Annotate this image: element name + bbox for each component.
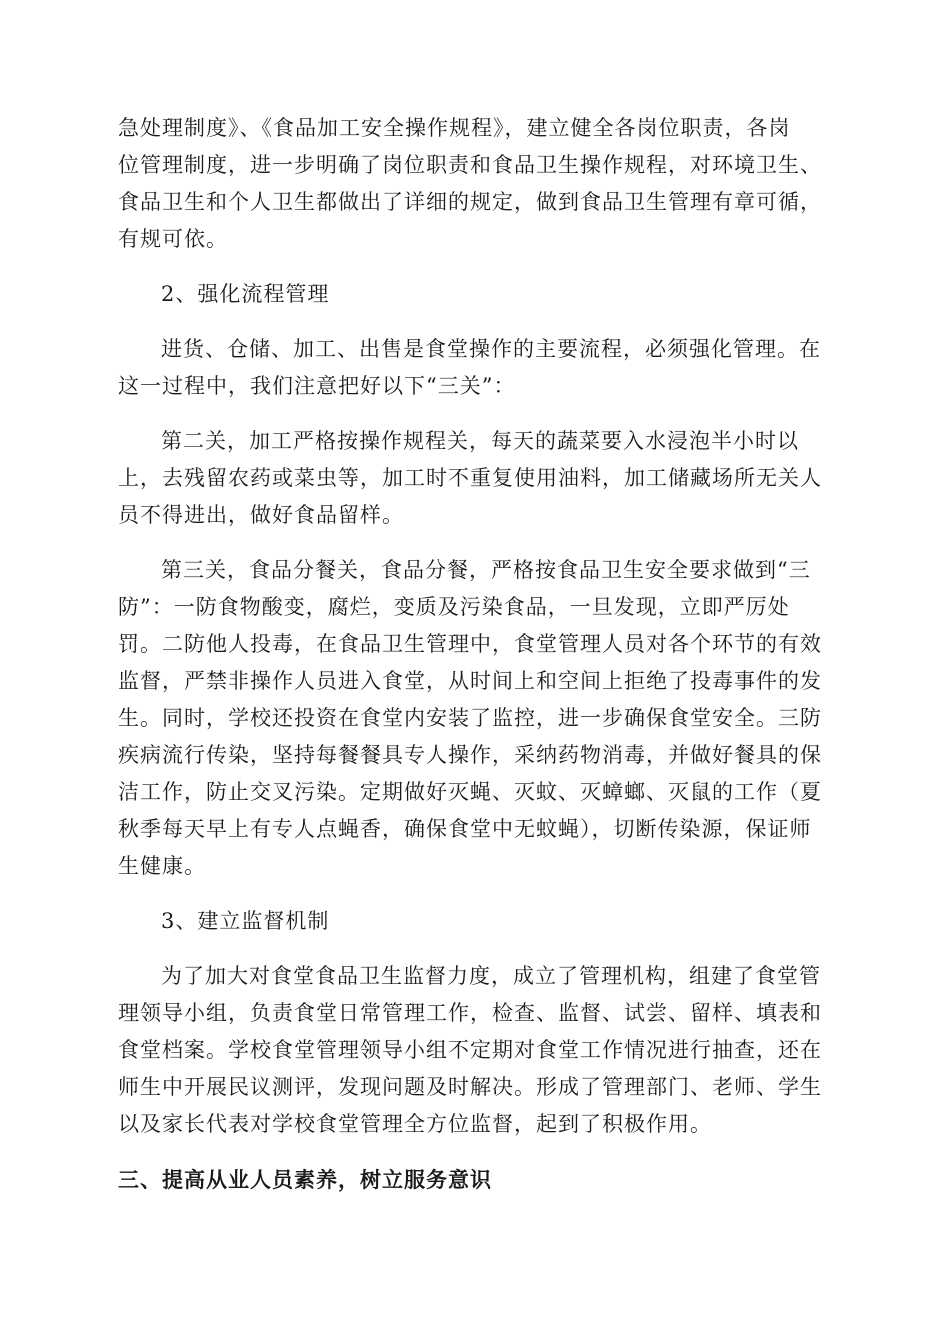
text-line: 这一过程中，我们注意把好以下“三关”： [118,374,516,398]
text-line: 罚。二防他人投毒，在食品卫生管理中，食堂管理人员对各个环节的有效 [118,632,822,656]
text-line: 疾病流行传染，坚持每餐餐具专人操作，采纳药物消毒，并做好餐具的保 [118,743,822,767]
text-line: 防”：一防食物酸变，腐烂，变质及污染食品，一旦发现，立即严厉处 [118,595,790,619]
text-line: 有规可依。 [118,227,228,251]
paragraph-third-checkpoint [118,552,832,885]
paragraph-rules-continuation [118,110,832,258]
text-line: 员不得进出，做好食品留样。 [118,503,404,527]
document-page [118,110,832,1198]
text-line: 急处理制度》、《食品加工安全操作规程》，建立健全各岗位职责，各岗 [118,116,791,140]
section-heading-staff-quality: 三、提高从业人员素养，树立服务意识 [118,1167,492,1192]
paragraph-supervision [118,958,832,1143]
text-line: 洁工作，防止交叉污染。定期做好灭蝇、灭蚊、灭蟑螂、灭鼠的工作（夏 [118,780,822,804]
text-line: 为了加大对食堂食品卫生监督力度，成立了管理机构，组建了食堂管 [161,964,821,988]
text-line: 生。同时，学校还投资在食堂内安装了监控，进一步确保食堂安全。三防 [118,706,822,730]
text-line: 第三关，食品分餐关，食品分餐，严格按食品卫生安全要求做到“三 [161,558,811,582]
text-line: 第二关，加工严格按操作规程关，每天的蔬菜要入水浸泡半小时以 [161,429,799,453]
text-line: 位管理制度，进一步明确了岗位职责和食品卫生操作规程，对环境卫生、 [118,153,822,177]
text-line: 进货、仓储、加工、出售是食堂操作的主要流程，必须强化管理。在 [161,337,821,361]
text-line: 理领导小组，负责食堂日常管理工作，检查、监督、试尝、留样、填表和 [118,1001,822,1025]
text-line: 食堂档案。学校食堂管理领导小组不定期对食堂工作情况进行抽查，还在 [118,1038,822,1062]
text-line: 监督，严禁非操作人员进入食堂，从时间上和空间上拒绝了投毒事件的发 [118,669,822,693]
paragraph-second-checkpoint [118,423,832,534]
text-line: 秋季每天早上有专人点蝇香，确保食堂中无蚊蝇），切断传染源，保证师 [118,817,812,841]
subheading-supervision-mechanism: 3、建立监督机制 [161,909,330,933]
text-line: 生健康。 [118,854,206,878]
subheading-process-management: 2、强化流程管理 [161,282,330,306]
text-line: 以及家长代表对学校食堂管理全方位监督，起到了积极作用。 [118,1112,712,1136]
text-line: 上，去残留农药或菜虫等，加工时不重复使用油料，加工储藏场所无关人 [118,466,822,490]
text-line: 食品卫生和个人卫生都做出了详细的规定，做到食品卫生管理有章可循， [118,190,822,214]
paragraph-process-intro [118,331,832,405]
text-line: 师生中开展民议测评，发现问题及时解决。形成了管理部门、老师、学生 [118,1075,822,1099]
